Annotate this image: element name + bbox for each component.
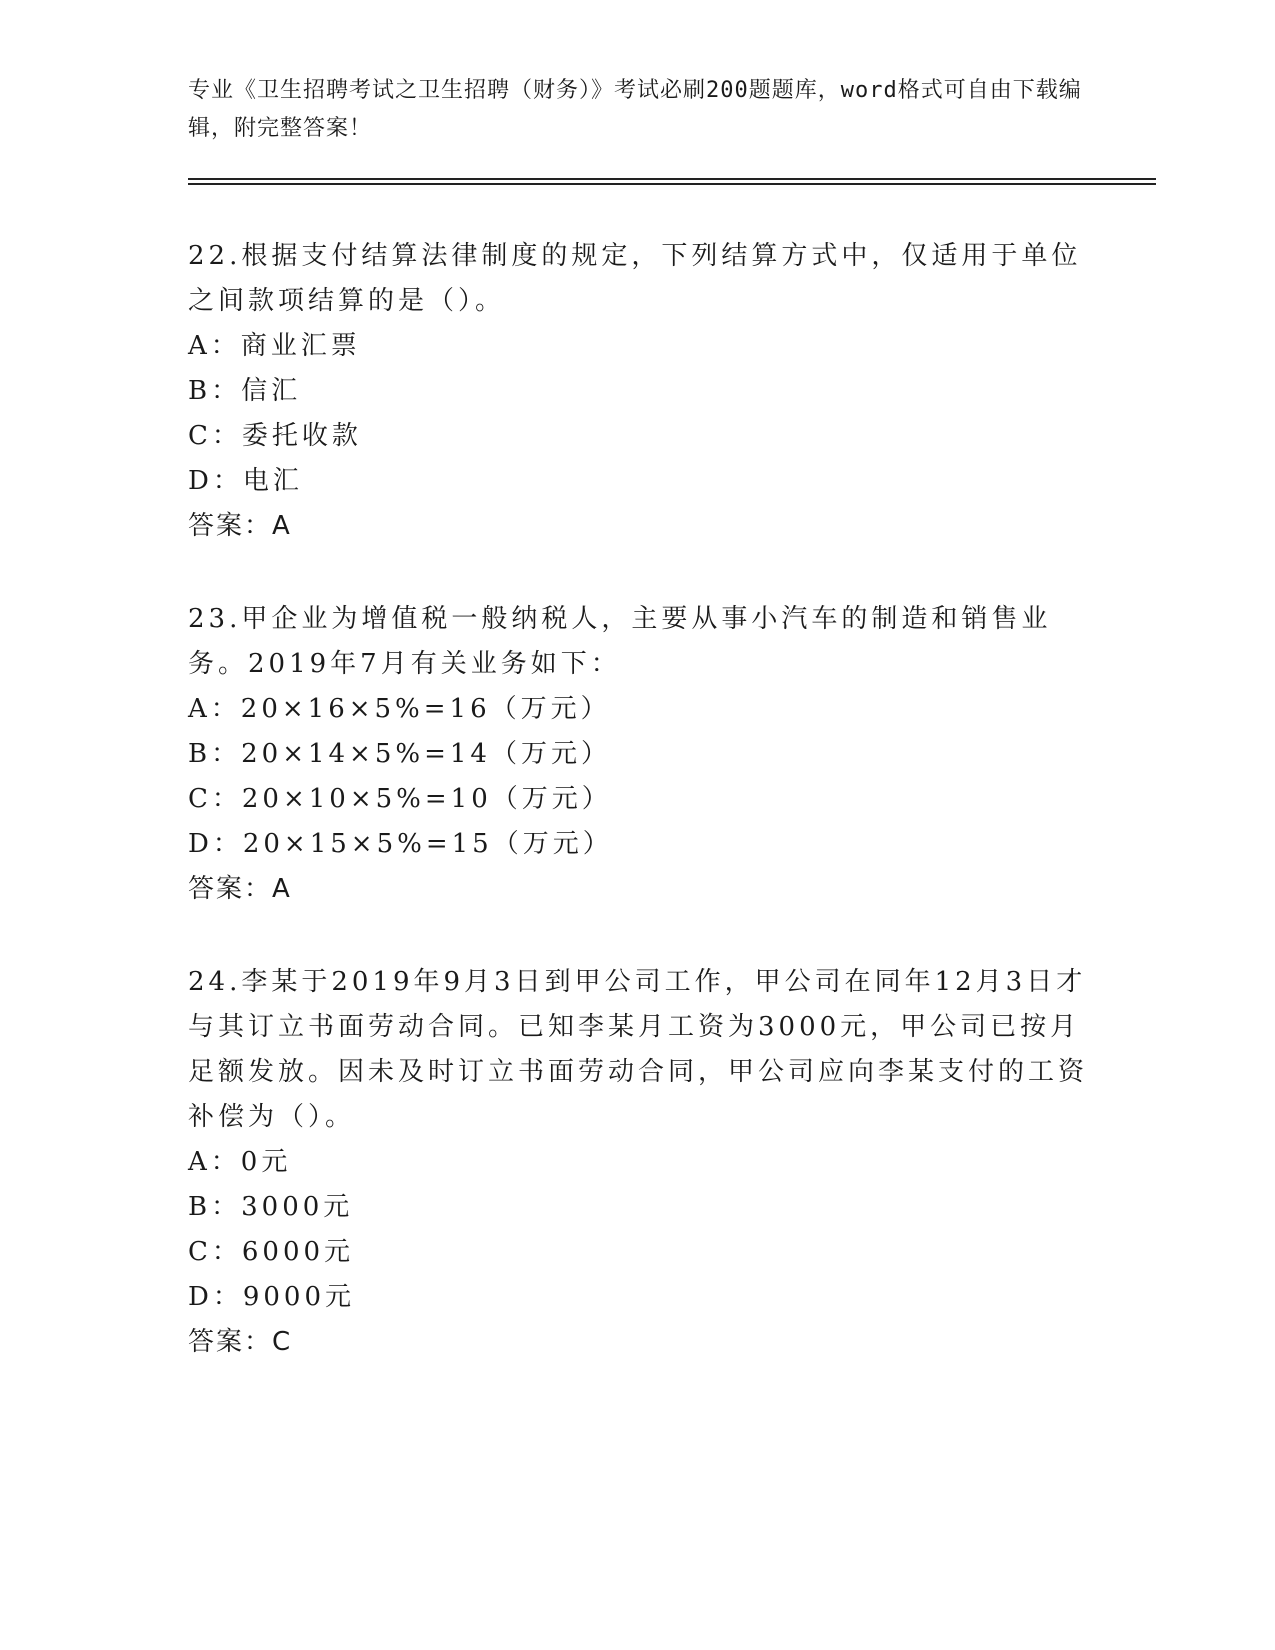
option-c: C：6000元: [188, 1237, 355, 1267]
answer-line: 答案：A: [188, 874, 292, 904]
option-c: C：20×10×5%=10（万元）: [188, 784, 612, 814]
question-23: [188, 597, 1088, 912]
option-a: A：商业汇票: [188, 331, 361, 361]
question-stem: 23.甲企业为增值税一般纳税人，主要从事小汽车的制造和销售业务。2019年7月有关业务如下：: [188, 604, 1052, 679]
document-header: 专业《卫生招聘考试之卫生招聘（财务）》考试必刷200题题库，word格式可自由下载编辑，附完整答案！: [188, 78, 1082, 141]
option-b: B：20×14×5%=14（万元）: [188, 739, 611, 769]
header-divider-bottom: [188, 183, 1156, 185]
question-22: [188, 234, 1088, 549]
answer-line: 答案：C: [188, 1327, 293, 1357]
question-24: [188, 960, 1088, 1365]
option-d: D：9000元: [188, 1282, 356, 1312]
option-d: D：20×15×5%=15（万元）: [188, 829, 613, 859]
option-a: A：20×16×5%=16（万元）: [188, 694, 611, 724]
option-b: B：信汇: [188, 376, 302, 406]
answer-line: 答案：A: [188, 511, 292, 541]
option-b: B：3000元: [188, 1192, 354, 1222]
option-c: C：委托收款: [188, 421, 362, 451]
question-stem: 24.李某于2019年9月3日到甲公司工作，甲公司在同年12月3日才与其订立书面劳动合同。已知李某月工资为3000元，甲公司已按月足额发放。因未及时订立书面劳动合同，甲公司应向李某支付的工资补偿为（）。: [188, 967, 1089, 1132]
header-divider-top: [188, 178, 1156, 180]
option-a: A：0元: [188, 1147, 292, 1177]
question-stem: 22.根据支付结算法律制度的规定，下列结算方式中，仅适用于单位之间款项结算的是（）。: [188, 241, 1082, 316]
option-d: D：电汇: [188, 466, 303, 496]
